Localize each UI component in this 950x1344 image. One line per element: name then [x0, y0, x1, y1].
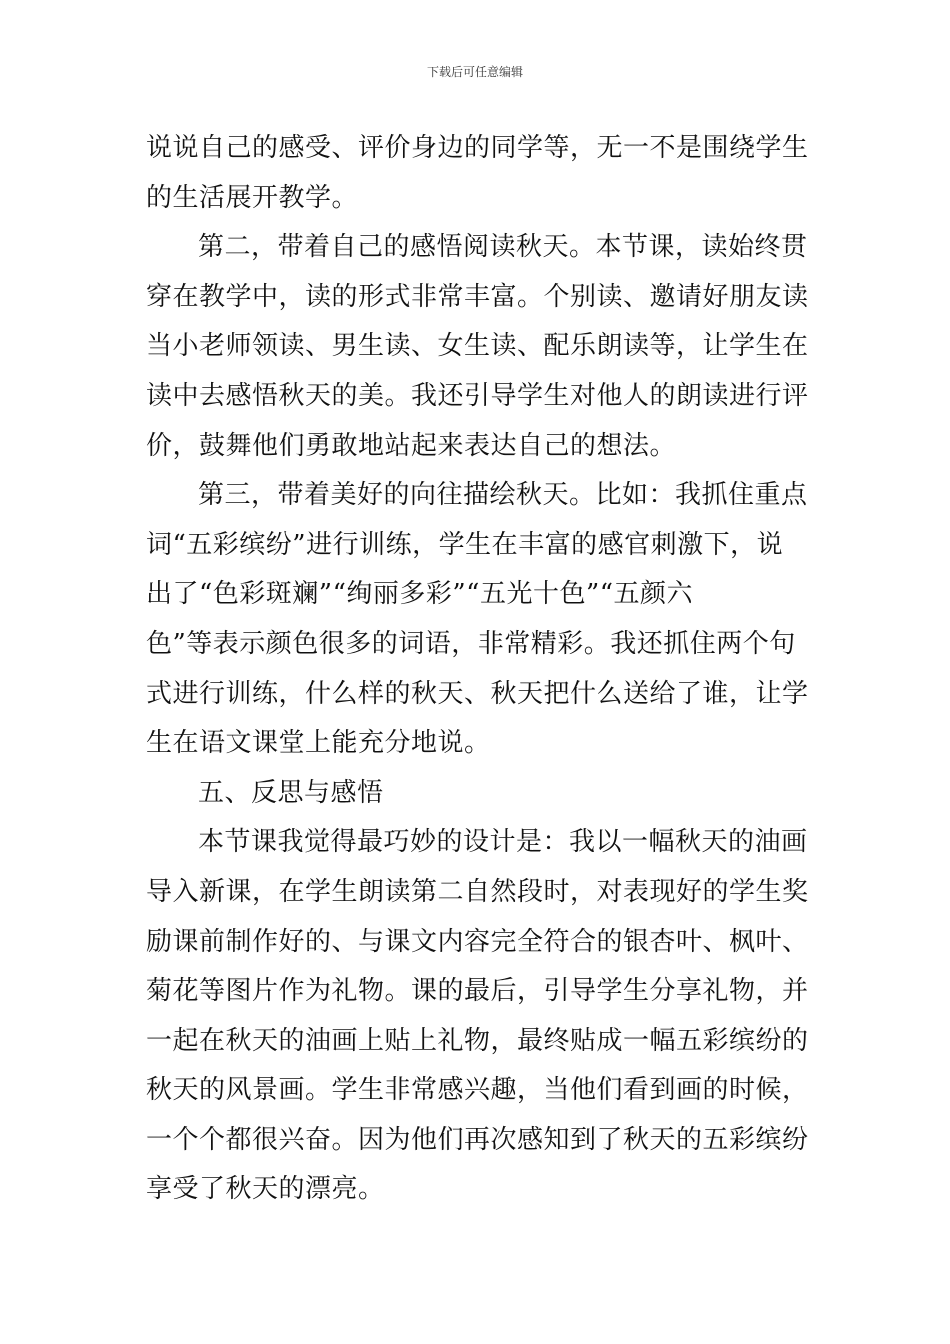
- section-heading: 五、反思与感悟: [198, 777, 384, 808]
- text-line: 秋天的风景画。学生非常感兴趣，当他们看到画的时候，: [146, 1075, 809, 1106]
- text-line: 说说自己的感受、评价身边的同学等，无一不是围绕学生: [146, 133, 809, 163]
- text-line: 励课前制作好的、与课文内容完全符合的银杏叶、枫叶、: [146, 926, 809, 957]
- paragraph-start-line: 本节课我觉得最巧妙的设计是：我以一幅秋天的油画: [198, 827, 808, 858]
- paragraph-start-line: 第二，带着自己的感悟阅读秋天。本节课，读始终贯: [198, 232, 808, 263]
- text-line: 享受了秋天的漂亮。: [146, 1174, 385, 1205]
- text-line: 穿在教学中，读的形式非常丰富。个别读、邀请好朋友读: [146, 281, 809, 312]
- document-body: [146, 124, 809, 1215]
- text-line: 导入新课，在学生朗读第二自然段时，对表现好的学生奖: [146, 876, 809, 907]
- text-line: 一起在秋天的油画上贴上礼物，最终贴成一幅五彩缤纷的: [146, 1025, 809, 1056]
- text-line: 价，鼓舞他们勇敢地站起来表达自己的想法。: [146, 430, 677, 461]
- text-line: 式进行训练，什么样的秋天、秋天把什么送给了谁，让学: [146, 678, 809, 709]
- text-line: 读中去感悟秋天的美。我还引导学生对他人的朗读进行评: [146, 380, 809, 411]
- page-header: 下载后可任意编辑: [426, 65, 523, 79]
- text-line: 词“五彩缤纷”进行训练，学生在丰富的感官刺激下，说: [146, 529, 784, 560]
- text-line: 当小老师领读、男生读、女生读、配乐朗读等，让学生在: [146, 331, 809, 362]
- text-line: 生在语文课堂上能充分地说。: [146, 728, 491, 759]
- text-line: 出了“色彩斑斓”“绚丽多彩”“五光十色”“五颜六: [146, 579, 694, 610]
- text-line: 一个个都很兴奋。因为他们再次感知到了秋天的五彩缤纷: [146, 1124, 809, 1155]
- text-line: 的生活展开教学。: [146, 182, 359, 213]
- text-line: 色”等表示颜色很多的词语，非常精彩。我还抓住两个句: [146, 628, 796, 659]
- paragraph-start-line: 第三，带着美好的向往描绘秋天。比如：我抓住重点: [198, 480, 808, 511]
- text-line: 菊花等图片作为礼物。课的最后，引导学生分享礼物，并: [146, 976, 809, 1007]
